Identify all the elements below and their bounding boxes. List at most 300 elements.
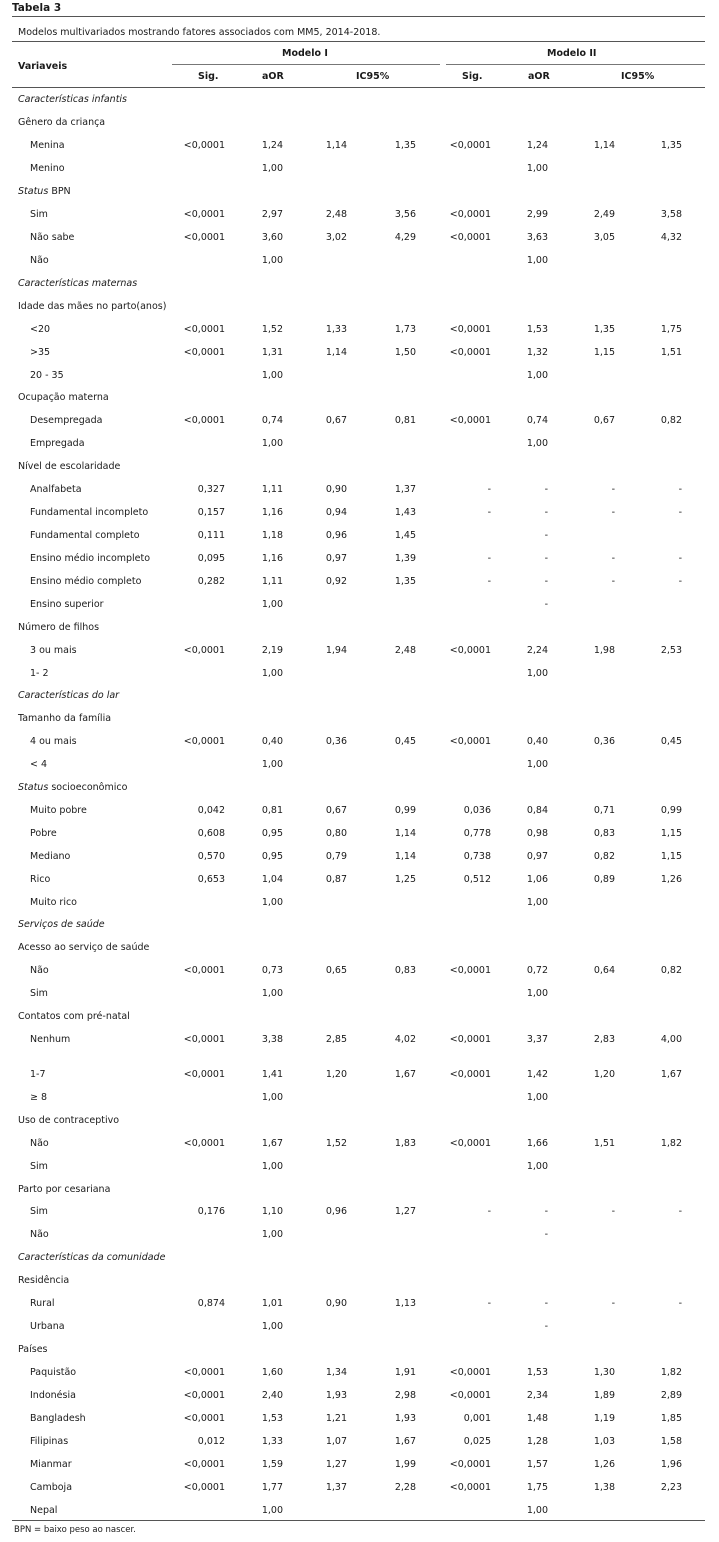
row-label: Nível de escolaridade — [18, 461, 121, 472]
table-cell: 4,29 — [394, 232, 416, 243]
table-cell: 1,91 — [394, 1367, 416, 1378]
row-label: Ensino superior — [30, 599, 104, 610]
table-row — [0, 1482, 719, 1498]
group-row — [0, 117, 719, 133]
table-cell: 1,00 — [261, 163, 283, 174]
row-label: Urbana — [30, 1321, 65, 1332]
table-cell: 1,14 — [593, 140, 615, 151]
table-cell: <0,0001 — [183, 415, 225, 426]
table-cell: 2,19 — [261, 645, 283, 656]
table-cell: 2,83 — [593, 1034, 615, 1045]
row-label: Não — [30, 255, 49, 266]
table-cell: 0,72 — [526, 965, 548, 976]
table-cell: - — [544, 484, 548, 495]
row-label: Empregada — [30, 438, 85, 449]
table-cell: 1,28 — [526, 1436, 548, 1447]
table-cell: 1,16 — [261, 507, 283, 518]
table-cell: 1,00 — [261, 897, 283, 908]
row-label: Paquistão — [30, 1367, 77, 1378]
table-cell: 2,89 — [660, 1390, 682, 1401]
row-label: Idade das mães no parto(anos) — [18, 301, 167, 312]
table-cell: 1,13 — [394, 1298, 416, 1309]
table-cell: 1,14 — [394, 828, 416, 839]
row-label: ≥ 8 — [30, 1092, 48, 1103]
table-cell: 0,87 — [325, 874, 347, 885]
table-cell: 0,82 — [660, 965, 682, 976]
table-cell: <0,0001 — [449, 324, 491, 335]
table-cell: 1,67 — [394, 1436, 416, 1447]
row-label: Sim — [30, 1161, 48, 1172]
table-cell: 1,33 — [261, 1436, 283, 1447]
table-cell: 1,00 — [261, 1161, 283, 1172]
table-cell: 1,03 — [593, 1436, 615, 1447]
group-row — [0, 942, 719, 958]
row-label: Fundamental completo — [30, 530, 140, 541]
table-cell: 3,58 — [660, 209, 682, 220]
row-label: Analfabeta — [30, 484, 82, 495]
row-label: 4 ou mais — [30, 736, 77, 747]
table-cell: 0,80 — [325, 828, 347, 839]
table-cell: 0,282 — [197, 576, 225, 587]
header-model-1: Modelo I — [282, 48, 328, 59]
row-label: 1-7 — [30, 1069, 46, 1080]
table-row — [0, 736, 719, 752]
table-cell: 1,18 — [261, 530, 283, 541]
table-cell: 0,73 — [261, 965, 283, 976]
table-cell: 0,65 — [325, 965, 347, 976]
table-row — [0, 668, 719, 684]
table-cell: 1,15 — [660, 851, 682, 862]
table-cell: 1,66 — [526, 1138, 548, 1149]
row-label: Nenhum — [30, 1034, 71, 1045]
table-cell: 1,24 — [261, 140, 283, 151]
table-cell: 2,28 — [394, 1482, 416, 1493]
table-cell: 1,06 — [526, 874, 548, 885]
table-cell: 2,48 — [394, 645, 416, 656]
table-cell: 1,25 — [394, 874, 416, 885]
table-row — [0, 1069, 719, 1085]
section-row — [0, 1252, 719, 1268]
table-cell: 2,49 — [593, 209, 615, 220]
table-cell: 1,38 — [593, 1482, 615, 1493]
table-cell: 0,012 — [197, 1436, 225, 1447]
table-cell: 0,327 — [197, 484, 225, 495]
table-cell: 1,00 — [526, 759, 548, 770]
table-cell: 4,00 — [660, 1034, 682, 1045]
table-cell: 1,33 — [325, 324, 347, 335]
table-cell: 0,001 — [463, 1413, 491, 1424]
table-cell: <0,0001 — [449, 140, 491, 151]
table-cell: 1,00 — [261, 1229, 283, 1240]
table-cell: 1,41 — [261, 1069, 283, 1080]
header-variable: Variaveis — [18, 61, 68, 72]
table-cell: 1,11 — [261, 484, 283, 495]
table-cell: 0,95 — [261, 851, 283, 862]
table-cell: 3,60 — [261, 232, 283, 243]
table-cell: - — [611, 1298, 615, 1309]
row-label: Características da comunidade — [18, 1252, 166, 1263]
table-cell: 0,45 — [660, 736, 682, 747]
table-cell: 1,20 — [325, 1069, 347, 1080]
table-cell: 0,95 — [261, 828, 283, 839]
table-cell: 0,94 — [325, 507, 347, 518]
table-row — [0, 897, 719, 913]
table-row — [0, 255, 719, 271]
header-ci-2: IC95% — [621, 71, 655, 82]
table-cell: - — [678, 484, 682, 495]
table-cell: - — [678, 576, 682, 587]
table-row — [0, 851, 719, 867]
row-label: Ensino médio incompleto — [30, 553, 151, 564]
header-sig-2: Sig. — [462, 71, 483, 82]
table-cell: 1,26 — [593, 1459, 615, 1470]
table-title: Tabela 3 — [12, 2, 62, 14]
table-cell: 1,15 — [660, 828, 682, 839]
table-cell: <0,0001 — [183, 1390, 225, 1401]
table-cell: 0,512 — [463, 874, 491, 885]
table-row — [0, 1092, 719, 1108]
table-cell: <0,0001 — [183, 645, 225, 656]
table-cell: 1,14 — [325, 140, 347, 151]
table-cell: - — [544, 553, 548, 564]
table-cell: 1,59 — [261, 1459, 283, 1470]
table-cell: 0,81 — [261, 805, 283, 816]
row-label: Muito pobre — [30, 805, 87, 816]
table-cell: 2,34 — [526, 1390, 548, 1401]
table-cell: - — [611, 1206, 615, 1217]
table-row — [0, 507, 719, 523]
row-label: Menino — [30, 163, 65, 174]
footnote: BPN = baixo peso ao nascer. — [14, 1525, 136, 1535]
table-cell: <0,0001 — [183, 965, 225, 976]
table-row — [0, 1298, 719, 1314]
table-caption: Modelos multivariados mostrando fatores associados com MM5, 2014-2018. — [18, 27, 381, 38]
table-cell: 1,00 — [261, 255, 283, 266]
row-label: Filipinas — [30, 1436, 69, 1447]
table-cell: 0,64 — [593, 965, 615, 976]
table-cell: - — [487, 1298, 491, 1309]
row-label: Rico — [30, 874, 51, 885]
row-label: Nepal — [30, 1505, 58, 1516]
table-cell: 1,21 — [325, 1413, 347, 1424]
table-row — [0, 370, 719, 386]
table-cell: 0,157 — [197, 507, 225, 518]
table-cell: - — [544, 530, 548, 541]
table-cell: 1,20 — [593, 1069, 615, 1080]
table-cell: 1,26 — [660, 874, 682, 885]
table-row — [0, 140, 719, 156]
table-cell: 1,45 — [394, 530, 416, 541]
row-label: Uso de contraceptivo — [18, 1115, 120, 1126]
table-cell: 4,32 — [660, 232, 682, 243]
table-cell: <0,0001 — [449, 1069, 491, 1080]
table-cell: 0,97 — [526, 851, 548, 862]
table-cell: 1,93 — [394, 1413, 416, 1424]
table-cell: - — [544, 1229, 548, 1240]
header-bottom-rule — [12, 87, 705, 88]
table-cell: 1,00 — [526, 1505, 548, 1516]
group-row — [0, 301, 719, 317]
table-cell: 1,82 — [660, 1367, 682, 1378]
table-cell: 1,00 — [526, 163, 548, 174]
row-label-prefix: Status — [18, 782, 49, 793]
table-cell: 3,63 — [526, 232, 548, 243]
header-top-rule — [12, 41, 705, 42]
table-cell: 1,37 — [394, 484, 416, 495]
group-row — [0, 461, 719, 477]
table-cell: 1,14 — [394, 851, 416, 862]
table-cell: 1,39 — [394, 553, 416, 564]
table-cell: 2,24 — [526, 645, 548, 656]
table-cell: 0,042 — [197, 805, 225, 816]
table-cell: 0,778 — [463, 828, 491, 839]
table-cell: 1,57 — [526, 1459, 548, 1470]
table-cell: 1,11 — [261, 576, 283, 587]
table-cell: 1,52 — [325, 1138, 347, 1149]
table-cell: 1,27 — [394, 1206, 416, 1217]
row-label: Residência — [18, 1275, 70, 1286]
row-label: Tamanho da família — [18, 713, 112, 724]
table-cell: <0,0001 — [449, 736, 491, 747]
table-cell: 1,00 — [261, 599, 283, 610]
table-cell: 1,77 — [261, 1482, 283, 1493]
table-cell: 0,82 — [660, 415, 682, 426]
table-cell: 0,40 — [261, 736, 283, 747]
table-cell: 1,75 — [660, 324, 682, 335]
table-cell: 1,53 — [526, 324, 548, 335]
table-cell: <0,0001 — [449, 1138, 491, 1149]
table-cell: 2,53 — [660, 645, 682, 656]
table-cell: 0,84 — [526, 805, 548, 816]
row-label: Fundamental incompleto — [30, 507, 149, 518]
row-label: Pobre — [30, 828, 57, 839]
table-cell: 0,67 — [593, 415, 615, 426]
table-row — [0, 415, 719, 431]
table-cell: - — [678, 1206, 682, 1217]
table-cell: 0,36 — [593, 736, 615, 747]
table-cell: - — [544, 576, 548, 587]
row-label: Não — [30, 1138, 49, 1149]
row-label — [18, 186, 71, 197]
table-row — [0, 1321, 719, 1337]
table-row — [0, 576, 719, 592]
table-cell: 1,19 — [593, 1413, 615, 1424]
table-cell: 1,51 — [660, 347, 682, 358]
table-cell: 0,025 — [463, 1436, 491, 1447]
table-cell: 1,31 — [261, 347, 283, 358]
table-cell: <0,0001 — [183, 347, 225, 358]
table-cell: 1,75 — [526, 1482, 548, 1493]
row-label: Menina — [30, 140, 65, 151]
table-row — [0, 484, 719, 500]
table-cell: 1,73 — [394, 324, 416, 335]
table-cell: 0,90 — [325, 1298, 347, 1309]
table-cell: 1,99 — [394, 1459, 416, 1470]
table-row — [0, 1367, 719, 1383]
table-cell: 1,51 — [593, 1138, 615, 1149]
table-row — [0, 438, 719, 454]
table-cell: 1,37 — [325, 1482, 347, 1493]
table-cell: 1,07 — [325, 1436, 347, 1447]
table-cell: 1,32 — [526, 347, 548, 358]
table-cell: <0,0001 — [183, 1482, 225, 1493]
table-cell: - — [544, 1298, 548, 1309]
table-cell: - — [544, 599, 548, 610]
table-cell: 1,01 — [261, 1298, 283, 1309]
table-cell: 2,40 — [261, 1390, 283, 1401]
table-row — [0, 1413, 719, 1429]
table-cell: 1,53 — [526, 1367, 548, 1378]
table-cell: 3,56 — [394, 209, 416, 220]
table-cell: 1,94 — [325, 645, 347, 656]
table-cell: 1,30 — [593, 1367, 615, 1378]
table-row — [0, 828, 719, 844]
header-aor-1: aOR — [262, 71, 284, 82]
table-cell: 1,00 — [261, 988, 283, 999]
table-cell: 1,60 — [261, 1367, 283, 1378]
table-cell: 1,67 — [394, 1069, 416, 1080]
table-cell: 0,608 — [197, 828, 225, 839]
table-cell: 0,71 — [593, 805, 615, 816]
table-cell: - — [544, 507, 548, 518]
row-label: Não sabe — [30, 232, 75, 243]
group-row — [0, 1275, 719, 1291]
row-label: <20 — [30, 324, 51, 335]
table-cell: 1,82 — [660, 1138, 682, 1149]
table-cell: 1,00 — [526, 668, 548, 679]
group-row — [0, 782, 719, 798]
row-label: Acesso ao serviço de saúde — [18, 942, 150, 953]
table-cell: 1,83 — [394, 1138, 416, 1149]
table-cell: 0,96 — [325, 530, 347, 541]
table-row — [0, 1138, 719, 1154]
table-cell: <0,0001 — [449, 1034, 491, 1045]
section-row — [0, 94, 719, 110]
table-cell: 0,653 — [197, 874, 225, 885]
table-row — [0, 805, 719, 821]
row-label-text: socioeconômico — [51, 782, 128, 793]
table-row — [0, 530, 719, 546]
row-label: Contatos com pré-natal — [18, 1011, 130, 1022]
table-cell: <0,0001 — [449, 1459, 491, 1470]
table-cell: 1,43 — [394, 507, 416, 518]
row-label: 1- 2 — [30, 668, 49, 679]
table-cell: 0,81 — [394, 415, 416, 426]
table-cell: 1,27 — [325, 1459, 347, 1470]
table-cell: 0,99 — [660, 805, 682, 816]
table-cell: 2,48 — [325, 209, 347, 220]
table-cell: 0,83 — [593, 828, 615, 839]
table-row — [0, 874, 719, 890]
table-cell: 1,67 — [261, 1138, 283, 1149]
row-label-text: BPN — [51, 186, 71, 197]
table-cell: 1,58 — [660, 1436, 682, 1447]
row-label: Ocupação materna — [18, 392, 109, 403]
table-cell: 0,095 — [197, 553, 225, 564]
table-cell: 0,97 — [325, 553, 347, 564]
title-rule — [12, 16, 705, 17]
row-label: Sim — [30, 988, 48, 999]
table-cell: <0,0001 — [449, 645, 491, 656]
table-cell: 1,04 — [261, 874, 283, 885]
table-cell: 0,79 — [325, 851, 347, 862]
table-row — [0, 209, 719, 225]
table-cell: 1,10 — [261, 1206, 283, 1217]
table-cell: - — [611, 553, 615, 564]
row-label: Camboja — [30, 1482, 73, 1493]
table-row — [0, 1390, 719, 1406]
table-row — [0, 965, 719, 981]
table-cell: 1,50 — [394, 347, 416, 358]
table-cell: 1,00 — [261, 438, 283, 449]
table-cell: <0,0001 — [449, 347, 491, 358]
table-cell: 0,83 — [394, 965, 416, 976]
table-cell: - — [678, 507, 682, 518]
row-label: 20 - 35 — [30, 370, 64, 381]
table-cell: 0,176 — [197, 1206, 225, 1217]
table-cell: 1,35 — [394, 576, 416, 587]
header-ci-1: IC95% — [356, 71, 390, 82]
table-cell: 0,45 — [394, 736, 416, 747]
table-cell: 3,02 — [325, 232, 347, 243]
row-label: Sim — [30, 209, 48, 220]
row-label: Ensino médio completo — [30, 576, 142, 587]
group-row — [0, 392, 719, 408]
row-label: Características do lar — [18, 690, 120, 701]
table-row — [0, 553, 719, 569]
table-cell: 4,02 — [394, 1034, 416, 1045]
table-cell: <0,0001 — [183, 1413, 225, 1424]
row-label: Bangladesh — [30, 1413, 86, 1424]
header-sig-1: Sig. — [198, 71, 219, 82]
table-row — [0, 988, 719, 1004]
table-cell: 0,67 — [325, 415, 347, 426]
table-cell: 2,99 — [526, 209, 548, 220]
table-cell: - — [487, 553, 491, 564]
table-cell: <0,0001 — [183, 1138, 225, 1149]
table-cell: <0,0001 — [183, 1459, 225, 1470]
table-cell: 2,23 — [660, 1482, 682, 1493]
table-cell: 1,93 — [325, 1390, 347, 1401]
table-cell: <0,0001 — [449, 209, 491, 220]
table-cell: 0,96 — [325, 1206, 347, 1217]
table-cell: 1,35 — [394, 140, 416, 151]
table-row — [0, 1459, 719, 1475]
table-cell: <0,0001 — [449, 1390, 491, 1401]
table-cell: <0,0001 — [183, 736, 225, 747]
table-cell: 0,89 — [593, 874, 615, 885]
table-cell: <0,0001 — [183, 232, 225, 243]
row-label: Gênero da criança — [18, 117, 106, 128]
table-cell: 3,05 — [593, 232, 615, 243]
table-cell: <0,0001 — [449, 415, 491, 426]
section-row — [0, 919, 719, 935]
row-label: Mediano — [30, 851, 71, 862]
table-cell: 0,67 — [325, 805, 347, 816]
table-cell: - — [678, 553, 682, 564]
table-cell: - — [487, 576, 491, 587]
table-cell: 1,00 — [261, 1505, 283, 1516]
table-cell: 0,74 — [261, 415, 283, 426]
table-cell: 1,00 — [526, 370, 548, 381]
row-label: Muito rico — [30, 897, 77, 908]
table-cell: - — [611, 484, 615, 495]
table-cell: 0,90 — [325, 484, 347, 495]
table-cell: 1,96 — [660, 1459, 682, 1470]
table-cell: <0,0001 — [449, 232, 491, 243]
row-label: Não — [30, 1229, 49, 1240]
model-1-underline — [172, 64, 440, 65]
